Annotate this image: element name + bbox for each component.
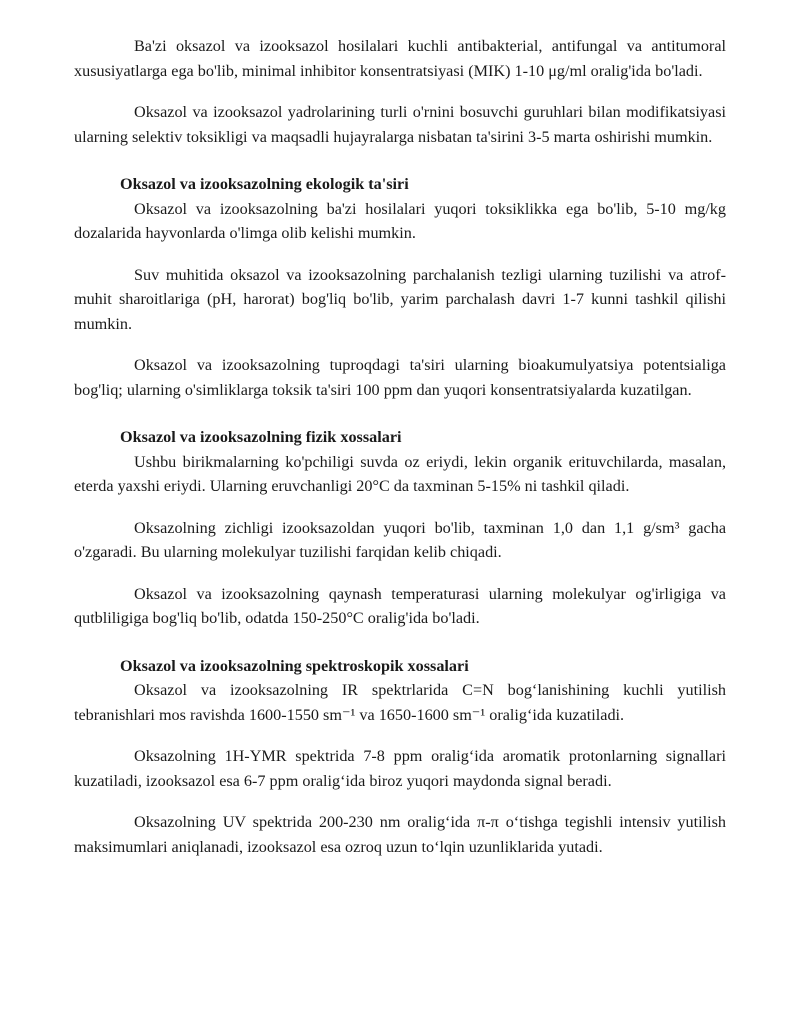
paragraph-toxicity: Oksazol va izooksazolning ba'zi hosilalari yuqori toksiklikka ega bo'lib, 5-10 mg/kg dozalarida hayvonlarda o'limga olib kelishi mumkin. — [74, 199, 726, 242]
paragraph-nmr-spectra: Oksazolning 1H-YMR spektrida 7-8 ppm oralig‘ida aromatik protonlarning signallari kuzatiladi, izooksazol esa 6-7 ppm oralig‘ida biroz yuqori maydonda signal beradi. — [74, 747, 726, 790]
paragraph-antibacterial: Ba'zi oksazol va izooksazol hosilalari kuchli antibakterial, antifungal va antitumoral xususiyatlarga ega bo'lib, minimal inhibitor konsentratsiyasi (MIK) 1-10 μg/ml oralig'ida bo'ladi. — [74, 37, 726, 80]
paragraph-ir-spectra: Oksazol va izooksazolning IR spektrlarida C=N bog‘lanishining kuchli yutilish tebranishlari mos ravishda 1600-1550 sm⁻¹ va 1650-1600 sm⁻¹ oralig‘ida kuzatiladi. — [74, 681, 726, 724]
paragraph-modification: Oksazol va izooksazol yadrolarining turli o'rnini bosuvchi guruhlari bilan modifikatsiyasi ularning selektiv toksikligi va maqsadli hujayralarga nisbatan ta'sirini 3-5 marta oshirishi mumkin. — [74, 103, 726, 146]
paragraph-uv-spectra: Oksazolning UV spektrida 200-230 nm oralig‘ida π-π o‘tishga tegishli intensiv yutilish maksimumlari aniqlanadi, izooksazol esa ozroq uzun to‘lqin uzunliklarida yutadi. — [74, 813, 726, 856]
section-heading-physical: Oksazol va izooksazolning fizik xossalari — [120, 428, 402, 446]
paragraph-water-degradation: Suv muhitida oksazol va izooksazolning parchalanish tezligi ularning tuzilishi va atrof-muhit sharoitlariga (pH, harorat) bog'liq bo'lib, yarim parchalash davri 1-7 kunni tashkil qilishi mumkin. — [74, 265, 726, 333]
paragraph-boiling-point: Oksazol va izooksazolning qaynash temperaturasi ularning molekulyar og'irligiga va qutbliligiga bog'liq bo'lib, odatda 150-250°C oralig'ida bo'ladi. — [74, 584, 726, 627]
section-heading-spectroscopic: Oksazol va izooksazolning spektroskopik xossalari — [120, 656, 469, 675]
document-page — [74, 34, 726, 876]
section-heading-ecological: Oksazol va izooksazolning ekologik ta'siri — [120, 175, 409, 193]
paragraph-solubility: Ushbu birikmalarning ko'pchiligi suvda oz eriydi, lekin organik erituvchilarda, masalan, eterda yaxshi eriydi. Ularning eruvchanligi 20°C da taxminan 5-15% ni tashkil qiladi. — [74, 452, 726, 495]
paragraph-soil-effect: Oksazol va izooksazolning tuproqdagi ta'siri ularning bioakumulyatsiya potentsialiga bog'liq; ularning o'simliklarga toksik ta'siri 100 ppm dan yuqori konsentratsiyalarda kuzatilgan. — [74, 356, 726, 399]
paragraph-density: Oksazolning zichligi izooksazoldan yuqori bo'lib, taxminan 1,0 dan 1,1 g/sm³ gacha o'zgaradi. Bu ularning molekulyar tuzilishi farqidan kelib chiqadi. — [74, 518, 726, 561]
